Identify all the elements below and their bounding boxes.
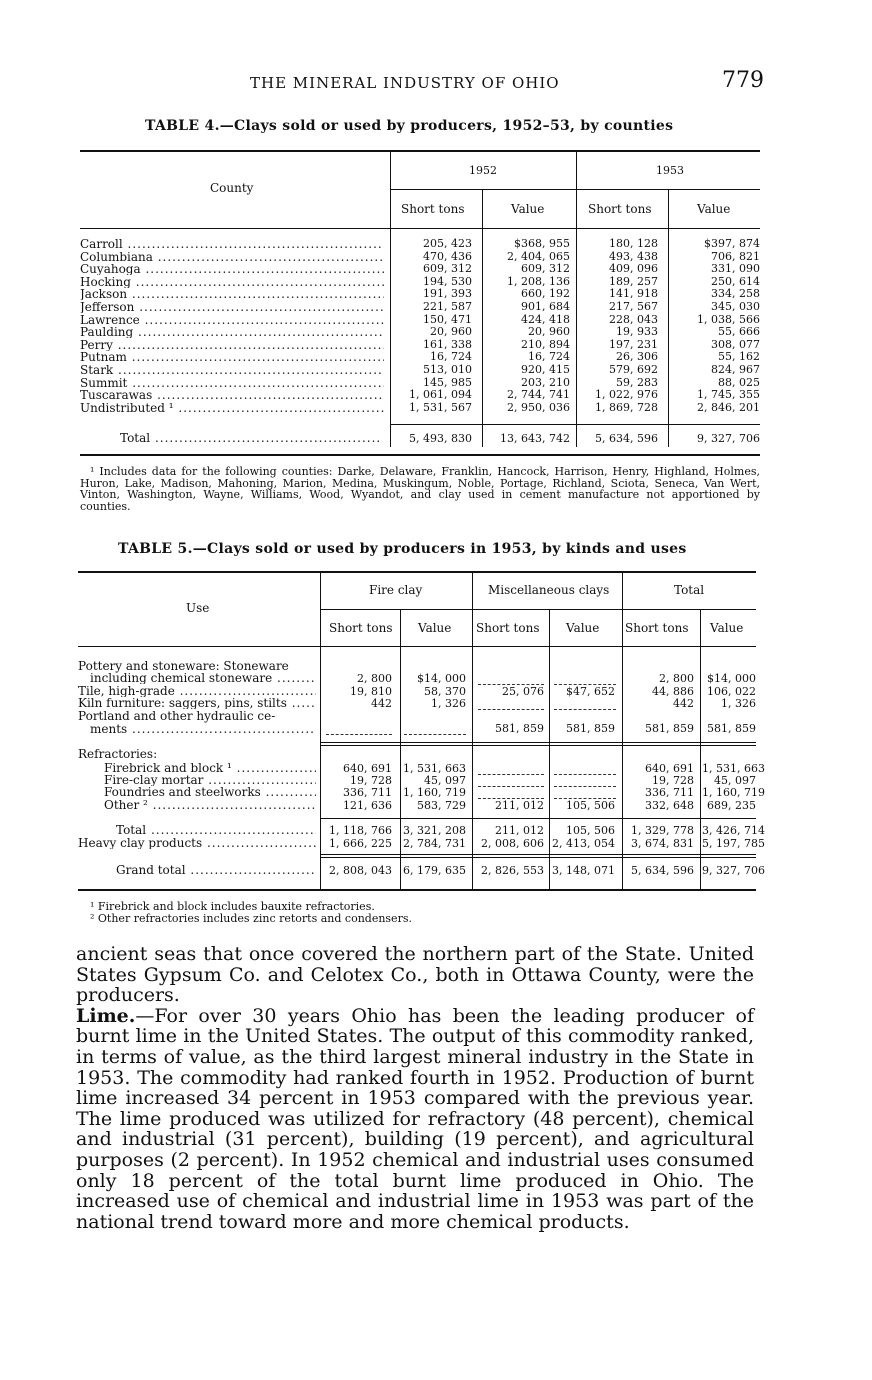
table5-portland-label-1: Portland and other hydraulic ce- — [78, 709, 276, 723]
table5-grand-misc-tons: 2, 826, 553 — [481, 864, 544, 877]
table4-row-county: Paulding ..... — [80, 326, 384, 338]
table4-sub-value-1952: Value — [511, 202, 545, 216]
table4-row-county: Columbiana ..... — [80, 251, 384, 263]
table4-total-t52: 5, 493, 830 — [409, 432, 472, 445]
lime-heading: Lime. — [76, 1004, 136, 1027]
table5-pottery-fire-tons: 2, 800 — [357, 672, 392, 685]
table4-row-value-1952: 16, 724 — [528, 350, 570, 364]
table4-row-tons-1952: 16, 724 — [430, 350, 472, 364]
table4-sub-short-1953: Short tons — [588, 202, 652, 216]
table4-row-county: Perry ..... — [80, 339, 384, 351]
table4-row-value-1952: 2, 950, 036 — [507, 400, 570, 414]
table4-row-value-1952: 203, 210 — [521, 375, 570, 389]
table4-row-county: Stark ..... — [80, 364, 384, 376]
table5-sub-total-value: Value — [710, 621, 744, 635]
table4-row-tons-1953: 189, 257 — [609, 274, 658, 288]
table4-row-tons-1952: 161, 338 — [423, 337, 472, 351]
table5-mortar-total-tons: 19, 728 — [652, 774, 694, 787]
table5-grand-total-tons: 5, 634, 596 — [631, 864, 694, 877]
table4-row-tons-1952: 1, 061, 094 — [409, 388, 472, 402]
table4-row-tons-1952: 1, 531, 567 — [409, 400, 472, 414]
body-text — [76, 944, 754, 1232]
table5-kiln-fire-tons: 442 — [371, 697, 392, 710]
table4-col-county: County — [210, 181, 254, 195]
table5-mortar-fire-value: 45, 097 — [424, 774, 466, 787]
table4-row-value-1953: 1, 745, 355 — [697, 388, 760, 402]
table5-grand-fire-value: 6, 179, 635 — [403, 864, 466, 877]
table4-row-value-1953: 88, 025 — [718, 375, 760, 389]
table4-year-1953: 1953 — [656, 164, 684, 177]
table4-total-v52: 13, 643, 742 — [500, 432, 570, 445]
table4-row-tons-1953: 493, 438 — [609, 249, 658, 263]
table5-footnote-1: ¹ Firebrick and block includes bauxite refractories. — [90, 900, 375, 913]
table4-total-t53: 5, 634, 596 — [595, 432, 658, 445]
table4-row-tons-1952: 513, 010 — [423, 363, 472, 376]
table4-title: TABLE 4.—Clays sold or used by producers, 1952–53, by counties — [145, 118, 674, 134]
table5-group-fire-clay: Fire clay — [369, 583, 423, 597]
table5-mortar-label: Fire-clay mortar ..... — [104, 774, 316, 786]
table5-heavy-total-tons: 3, 674, 831 — [631, 837, 694, 850]
table4-row-value-1953: 334, 258 — [711, 287, 760, 301]
table5-tile-misc-tons: 25, 076 — [502, 685, 544, 698]
table4-row-tons-1952: 191, 393 — [423, 287, 472, 301]
table4-row-county: Summit ..... — [80, 377, 384, 389]
table5-sub-misc-short: Short tons — [476, 621, 540, 635]
table4-row-tons-1952: 194, 530 — [423, 274, 472, 288]
table4-row-value-1952: 609, 312 — [521, 262, 570, 276]
table5-total-label: Total ..... — [116, 824, 316, 836]
table5-kiln-label: Kiln furniture: saggers, pins, stilts ..... — [78, 697, 316, 709]
table5-foundries-fire-tons: 336, 711 — [343, 786, 392, 799]
table4-row-value-1952: 920, 415 — [521, 363, 570, 376]
table5-pottery-total-tons: 2, 800 — [659, 672, 694, 685]
table5-other-total-value: 689, 235 — [707, 799, 756, 812]
table5-firebrick-total-value: 1, 531, 663 — [702, 762, 765, 775]
table4-row-value-1952: 660, 192 — [521, 287, 570, 301]
table4-row-county: Tuscarawas ..... — [80, 389, 384, 401]
table5-tile-fire-tons: 19, 810 — [350, 685, 392, 698]
table5-other-fire-tons: 121, 636 — [343, 799, 392, 812]
table5-total-fire-value: 3, 321, 208 — [403, 824, 466, 837]
table5-portland-total-value: 581, 859 — [707, 722, 756, 735]
table4-row-value-1952: 20, 960 — [528, 325, 570, 339]
table4-row-value-1952: 424, 418 — [521, 312, 570, 326]
table4-row-value-1953: 824, 967 — [711, 363, 760, 376]
table4-row-value-1953: 308, 077 — [711, 337, 760, 351]
table4-row-county: Undistributed ¹ ..... — [80, 402, 384, 414]
table5-heavy-misc-tons: 2, 008, 606 — [481, 837, 544, 850]
table5-tile-total-value: 106, 022 — [707, 685, 756, 698]
table4-row-value-1952: 1, 208, 136 — [507, 274, 570, 288]
table4-row-value-1952: $368, 955 — [514, 237, 570, 250]
lime-paragraph-text: —For over 30 years Ohio has been the leading producer of burnt lime in the United States. The output of this commodity ranked, in terms of value, as the third largest mineral industry in the State in 1953. The commodity had ranked fourth in 1952. Production of burnt lime increased 34 percent in 1953 compared with the previous year. The lime produced was utilized for refractory (48 percent), chemical and industrial (31 percent), building (19 percent), and agricultural purposes (2 percent). In 1952 chemical and industrial uses consumed only 18 percent of the total burnt lime produced in Ohio. The increased use of chemical and industrial lime in 1953 was part of the national trend toward more and more chemical products. — [76, 1004, 754, 1233]
table4-row-value-1953: 706, 821 — [711, 249, 760, 263]
table4-row-tons-1953: 180, 128 — [609, 237, 658, 250]
table5-firebrick-fire-value: 1, 531, 663 — [403, 762, 466, 775]
table5-sub-fire-short: Short tons — [329, 621, 393, 635]
table5-foundries-fire-value: 1, 160, 719 — [403, 786, 466, 799]
table4-footnote: ¹ Includes data for the following counties: Darke, Delaware, Franklin, Hancock, Harrison, Henry, Highland, Holmes, Huron, Lake, Madison, Mahoning, Marion, Medina, Muskingum, Noble, Portage, Richland, Sciota, Seneca, Van Wert, Vinton, Washington, Wayne, Williams, Wood, Wyandot, and clay used in cement manufacture not apportioned by counties. — [80, 465, 760, 513]
table4-row-tons-1953: 1, 022, 976 — [595, 388, 658, 402]
table5-other-label: Other ² ..... — [104, 799, 316, 811]
table4-row-value-1953: 1, 038, 566 — [697, 312, 760, 326]
table4-row-value-1953: 2, 846, 201 — [697, 400, 760, 414]
table4-row-county: Lawrence ..... — [80, 314, 384, 326]
table4-sub-value-1953: Value — [697, 202, 731, 216]
table5-other-total-tons: 332, 648 — [645, 799, 694, 812]
table4-row-county: Putnam ..... — [80, 351, 384, 363]
table4-row-value-1953: 55, 162 — [718, 350, 760, 364]
table4-row-tons-1952: 150, 471 — [423, 312, 472, 326]
table5-tile-fire-value: 58, 370 — [424, 685, 466, 698]
table5-refractories-label: Refractories: — [78, 747, 158, 761]
table5-tile-label: Tile, high-grade ..... — [78, 685, 316, 697]
table5-col-use: Use — [186, 601, 210, 615]
table5-sub-fire-value: Value — [418, 621, 452, 635]
table5-foundries-total-value: 1, 160, 719 — [702, 786, 765, 799]
table4-row-value-1952: 2, 744, 741 — [507, 388, 570, 402]
table5-pottery-total-value: $14, 000 — [707, 672, 756, 685]
table4-row-tons-1953: 26, 306 — [616, 350, 658, 364]
table5-grand-total-label: Grand total ..... — [116, 864, 316, 876]
table4-row-tons-1953: 197, 231 — [609, 337, 658, 351]
table5-other-fire-value: 583, 729 — [417, 799, 466, 812]
table4-total-label: Total ..... — [120, 432, 382, 444]
table4-row-tons-1953: 19, 933 — [616, 325, 658, 339]
table4-row-value-1952: 901, 684 — [521, 300, 570, 313]
table5-total-fire-tons: 1, 118, 766 — [329, 824, 392, 837]
table5-tile-misc-value: $47, 652 — [566, 685, 615, 698]
table5-other-misc-value: 105, 506 — [566, 799, 615, 812]
table5-foundries-label: Foundries and steelworks ..... — [104, 786, 316, 798]
table5-firebrick-total-tons: 640, 691 — [645, 762, 694, 775]
table4-total-v53: 9, 327, 706 — [697, 432, 760, 445]
table5-total-misc-tons: 211, 012 — [495, 824, 544, 837]
table4-row-value-1953: 250, 614 — [711, 274, 760, 288]
body-paragraph-1: ancient seas that once covered the northern part of the State. United States Gypsum Co. and Celotex Co., both in Ottawa County, were the producers. — [76, 943, 754, 1007]
table5-grand-fire-tons: 2, 808, 043 — [329, 864, 392, 877]
table4-row-tons-1952: 205, 423 — [423, 237, 472, 250]
table5-mortar-fire-tons: 19, 728 — [350, 774, 392, 787]
table5-total-total-tons: 1, 329, 778 — [631, 824, 694, 837]
table4-row-tons-1953: 59, 283 — [616, 375, 658, 389]
table5-footnote-2: ² Other refractories includes zinc retorts and condensers. — [90, 912, 412, 925]
running-header: THE MINERAL INDUSTRY OF OHIO — [250, 74, 560, 92]
table5-total-total-value: 3, 426, 714 — [702, 824, 765, 837]
table4-row-tons-1952: 470, 436 — [423, 249, 472, 263]
table5-firebrick-fire-tons: 640, 691 — [343, 762, 392, 775]
table4-row-tons-1952: 609, 312 — [423, 262, 472, 276]
table5-heavy-label: Heavy clay products ..... — [78, 837, 316, 849]
page-number: 779 — [722, 68, 764, 93]
table4-row-tons-1953: 579, 692 — [609, 363, 658, 376]
table5-pottery-fire-value: $14, 000 — [417, 672, 466, 685]
table5-grand-misc-value: 3, 148, 071 — [552, 864, 615, 877]
table5-kiln-total-value: 1, 326 — [721, 697, 756, 710]
table5-pottery-label-1: Pottery and stoneware: Stoneware — [78, 659, 289, 673]
table5-heavy-fire-value: 2, 784, 731 — [403, 837, 466, 850]
table5-kiln-fire-value: 1, 326 — [431, 697, 466, 710]
table4-row-tons-1953: 228, 043 — [609, 312, 658, 326]
table5-firebrick-label: Firebrick and block ¹ ..... — [104, 762, 316, 774]
table5-heavy-total-value: 5, 197, 785 — [702, 837, 765, 850]
table4-row-county: Jefferson ..... — [80, 301, 384, 313]
table5-portland-misc-tons: 581, 859 — [495, 722, 544, 735]
table5-pottery-label-2: including chemical stoneware ..... — [90, 672, 316, 684]
table5-total-misc-value: 105, 506 — [566, 824, 615, 837]
table5-kiln-total-tons: 442 — [673, 697, 694, 710]
table4-row-tons-1953: 409, 096 — [609, 262, 658, 276]
table4-sub-short-1952: Short tons — [401, 202, 465, 216]
table5-portland-misc-value: 581, 859 — [566, 722, 615, 735]
table4-year-1952: 1952 — [469, 164, 497, 177]
table4-row-value-1952: 2, 404, 065 — [507, 249, 570, 263]
table5-portland-total-tons: 581, 859 — [645, 722, 694, 735]
table4-row-tons-1953: 1, 869, 728 — [595, 400, 658, 414]
table5-sub-total-short: Short tons — [625, 621, 689, 635]
table4-row-value-1953: 345, 030 — [711, 300, 760, 313]
table5-mortar-total-value: 45, 097 — [714, 774, 756, 787]
table5-group-total: Total — [674, 583, 705, 597]
table4-row-tons-1952: 20, 960 — [430, 325, 472, 339]
table5-other-misc-tons: 211, 012 — [495, 799, 544, 812]
table4-row-value-1953: $397, 874 — [704, 237, 760, 250]
table4-row-value-1952: 210, 894 — [521, 337, 570, 351]
table4-row-county: Jackson ..... — [80, 288, 384, 300]
table4-row-value-1953: 55, 666 — [718, 325, 760, 339]
table5-heavy-misc-value: 2, 413, 054 — [552, 837, 615, 850]
table4-row-tons-1953: 141, 918 — [609, 287, 658, 301]
table4-row-county: Carroll ..... — [80, 238, 384, 250]
table4-row-value-1953: 331, 090 — [711, 262, 760, 276]
table5-portland-label-2: ments ..... — [90, 723, 316, 735]
table4-row-county: Cuyahoga ..... — [80, 263, 384, 275]
table5-tile-total-tons: 44, 886 — [652, 685, 694, 698]
table5-title: TABLE 5.—Clays sold or used by producers in 1953, by kinds and uses — [118, 541, 687, 557]
body-paragraph-2 — [76, 1006, 754, 1233]
table4-row-tons-1952: 145, 985 — [423, 375, 472, 389]
table5-grand-total-value: 9, 327, 706 — [702, 864, 765, 877]
table4-row-county: Hocking ..... — [80, 276, 384, 288]
table4-row-tons-1952: 221, 587 — [423, 300, 472, 313]
table4-row-tons-1953: 217, 567 — [609, 300, 658, 313]
table5-foundries-total-tons: 336, 711 — [645, 786, 694, 799]
table5-heavy-fire-tons: 1, 666, 225 — [329, 837, 392, 850]
table5-group-misc-clays: Miscellaneous clays — [488, 583, 610, 597]
table5-sub-misc-value: Value — [566, 621, 600, 635]
